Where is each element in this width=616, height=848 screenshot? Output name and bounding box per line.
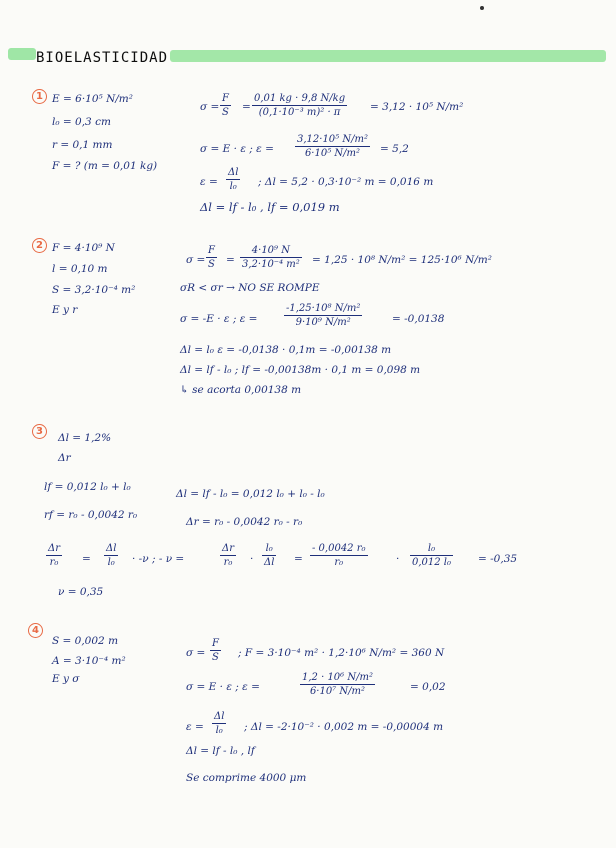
p2-sigma-frac-d: S (208, 259, 215, 270)
p1-dl-lhs: ε = (200, 176, 218, 188)
p1-data-1: l₀ = 0,3 cm (52, 116, 111, 128)
p2-data-0: F = 4·10⁹ N (52, 242, 115, 254)
p3-eq-frac5-d: r₀ (334, 557, 344, 568)
p3-eq-result: = -0,35 (478, 553, 518, 565)
p1-sigma-frac2-n: 0,01 kg · 9,8 N/kg (254, 93, 346, 104)
problem-2-number: 2 (32, 238, 47, 253)
p2-sigma-result: = 1,25 · 10⁸ N/m² = 125·10⁶ N/m² (312, 254, 492, 266)
p1-dl-frac-n: Δl (228, 167, 239, 178)
p4-strain-lhs: σ = E · ε ; ε = (186, 681, 260, 693)
p1-sigma-frac-n: F (222, 93, 229, 104)
p2-sigma-lhs: σ = (186, 254, 206, 266)
p1-data-0: E = 6·10⁵ N/m² (52, 93, 133, 105)
p1-sigma-frac (220, 93, 231, 118)
p4-sigma-lhs: σ = (186, 647, 206, 659)
p2-sigma-frac2 (240, 245, 302, 270)
p1-strain-result: = 5,2 (380, 143, 409, 155)
p3-eq-mid2: · -ν ; - ν = (132, 553, 185, 565)
p4-data-2: E y σ (52, 673, 80, 685)
p1-data-2: r = 0,1 mm (52, 139, 113, 151)
p1-sigma-frac2 (252, 93, 347, 118)
p1-strain-lhs: σ = E · ε ; ε = (200, 143, 274, 155)
p3-eq-frac4-d: Δl (264, 557, 275, 568)
p2-strain-lhs: σ = -E · ε ; ε = (180, 313, 258, 325)
p3-data-0: Δl = 1,2% (58, 432, 112, 444)
problem-1-number: 1 (32, 89, 47, 104)
p3-dl-line: Δl = lf - l₀ = 0,012 l₀ + l₀ - l₀ (176, 488, 325, 500)
p3-eq-frac6 (410, 543, 453, 568)
page-title: BIOELASTICIDAD (36, 50, 169, 66)
p4-sigma-frac-d: S (212, 652, 219, 663)
p4-dl-result: ; Δl = -2·10⁻² · 0,002 m = -0,00004 m (244, 721, 444, 733)
p2-sigma-frac (206, 245, 217, 270)
p4-dl-lhs: ε = (186, 721, 204, 733)
p3-eq-frac6-n: l₀ (427, 543, 436, 554)
p1-sigma-frac-d: S (222, 107, 229, 118)
p3-eq-frac1-d: r₀ (49, 557, 59, 568)
p1-dl-frac-d: l₀ (229, 181, 237, 192)
p4-data-0: S = 0,002 m (52, 635, 119, 647)
p3-eq-frac1-n: Δr (48, 543, 61, 554)
p3-eq-frac6-d: 0,012 l₀ (412, 557, 452, 568)
p3-eq-frac5-n: - 0,0042 r₀ (312, 543, 366, 554)
p3-eq-frac3 (220, 543, 236, 568)
p3-dr-line: Δr = r₀ - 0,0042 r₀ - r₀ (186, 516, 303, 528)
p2-data-1: l = 0,10 m (52, 263, 108, 275)
problem-3-number: 3 (32, 424, 47, 439)
p2-strain-result: = -0,0138 (392, 313, 445, 325)
p3-eq-frac2 (104, 543, 118, 568)
p4-data-1: A = 3·10⁻⁴ m² (52, 655, 126, 667)
p4-dl-frac-n: Δl (214, 711, 225, 722)
p3-eq-eq: = (294, 553, 303, 565)
p1-dl-result: ; Δl = 5,2 · 0,3·10⁻² m = 0,016 m (258, 176, 434, 188)
p1-sigma-lhs: σ = (200, 101, 220, 113)
p3-rf-line: rf = r₀ - 0,0042 r₀ (44, 509, 138, 521)
p4-strain-result: = 0,02 (410, 681, 446, 693)
p2-conclusion: ↳ se acorta 0,00138 m (180, 384, 302, 396)
p3-eq-frac2-d: l₀ (107, 557, 115, 568)
p3-eq-frac3-n: Δr (222, 543, 235, 554)
p1-dl-frac (226, 167, 240, 192)
p3-lf-line: lf = 0,012 l₀ + l₀ (44, 481, 131, 493)
p3-eq-dot: · (250, 553, 254, 565)
p2-dl-line: Δl = l₀ ε = -0,0138 · 0,1m = -0,00138 m (180, 344, 392, 356)
p1-strain-frac-d: 6·10⁵ N/m² (304, 148, 361, 159)
title-highlight-right (170, 50, 606, 62)
p4-strain-frac (300, 672, 375, 697)
p3-nu: ν = 0,35 (58, 586, 104, 598)
p1-sigma-result: = 3,12 · 10⁵ N/m² (370, 101, 464, 113)
p1-data-3: F = ? (m = 0,01 kg) (52, 160, 158, 172)
p4-dl-frac-d: l₀ (215, 725, 223, 736)
p4-sigma-frac-n: F (212, 638, 219, 649)
p4-strain-frac-d: 6·10⁷ N/m² (309, 686, 366, 697)
p2-sigma-eq: = (226, 254, 235, 266)
p4-conclusion: Se comprime 4000 μm (186, 772, 307, 784)
p2-data-3: E y r (52, 304, 78, 316)
p3-eq-frac4 (262, 543, 276, 568)
p2-sigma-frac2-n: 4·10⁹ N (251, 245, 290, 256)
p1-final: Δl = lf - l₀ , lf = 0,019 m (200, 200, 340, 214)
p4-dl-frac (212, 711, 226, 736)
p1-strain-frac (295, 134, 370, 159)
p2-lf-line: Δl = lf - l₀ ; lf = -0,00138m · 0,1 m = 0,098 m (180, 364, 421, 376)
ink-dot (480, 6, 484, 10)
p4-strain-frac-n: 1,2 · 10⁶ N/m² (302, 672, 373, 683)
p2-break-line: σR < σr → NO SE ROMPE (180, 282, 320, 294)
p4-sigma-result: ; F = 3·10⁻⁴ m² · 1,2·10⁶ N/m² = 360 N (238, 647, 445, 659)
p2-strain-frac-d: 9·10⁹ N/m² (295, 317, 351, 328)
p2-sigma-frac2-d: 3,2·10⁻⁴ m² (242, 259, 300, 270)
p3-eq-frac1 (46, 543, 62, 568)
p3-eq-mid: = (82, 553, 91, 565)
title-highlight-left (8, 48, 36, 60)
p3-eq-frac3-d: r₀ (223, 557, 233, 568)
p2-strain-frac-n: -1,25·10⁸ N/m² (286, 303, 361, 314)
p3-eq-frac4-n: l₀ (265, 543, 273, 554)
p3-eq-frac2-n: Δl (106, 543, 117, 554)
p1-strain-frac-n: 3,12·10⁵ N/m² (297, 134, 368, 145)
problem-4-number: 4 (28, 623, 43, 638)
p4-final: Δl = lf - l₀ , lf (186, 745, 255, 757)
p4-sigma-frac (210, 638, 221, 663)
p1-sigma-frac2-d: (0,1·10⁻³ m)² · π (258, 107, 341, 118)
p2-strain-frac (284, 303, 362, 328)
p3-eq-dot2: · (396, 553, 400, 565)
p1-sigma-eq: = (242, 101, 251, 113)
p3-data-1: Δr (58, 452, 71, 464)
p2-data-2: S = 3,2·10⁻⁴ m² (52, 284, 136, 296)
p2-sigma-frac-n: F (208, 245, 215, 256)
p3-eq-frac5 (310, 543, 368, 568)
